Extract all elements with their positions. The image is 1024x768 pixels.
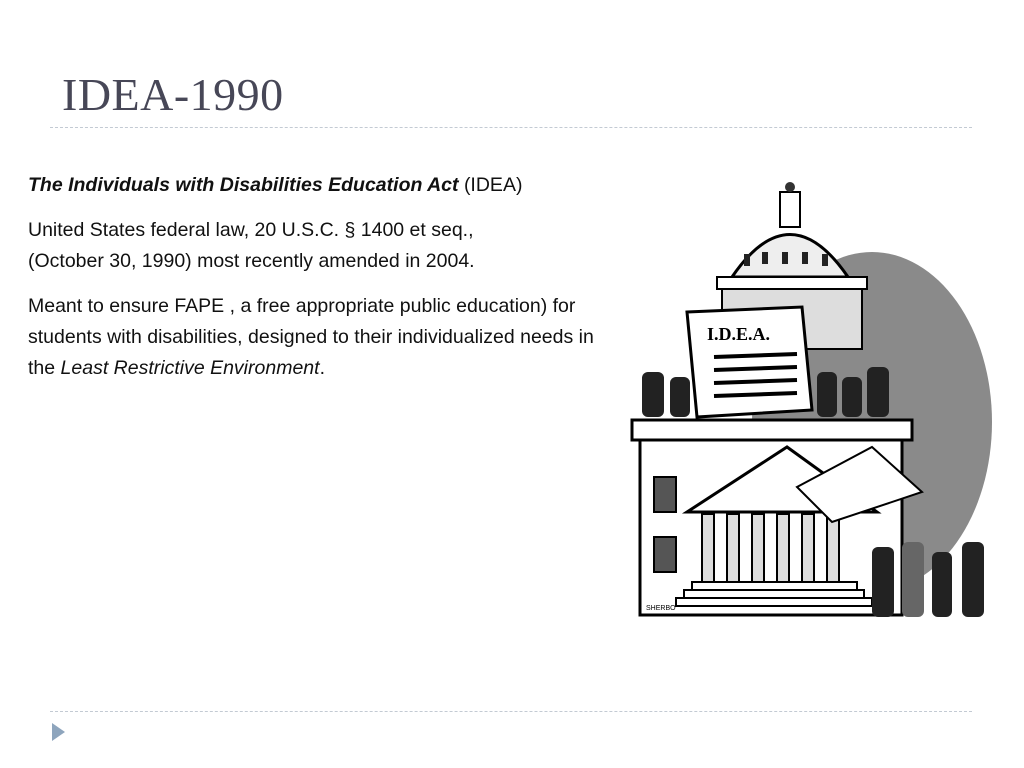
title-divider <box>50 127 972 128</box>
capitol-cartoon-illustration <box>622 172 1007 627</box>
slide-body <box>28 170 628 398</box>
act-name: The Individuals with Disabilities Education Act <box>28 174 459 196</box>
law-line-2: (October 30, 1990) most recently amended in 2004. <box>28 250 475 272</box>
paragraph-fape <box>28 291 626 384</box>
slide-title: IDEA-1990 <box>62 69 284 120</box>
fape-text: Meant to ensure FAPE , a free appropriate public education) for students with disabilities, designed to their individualized needs in the <box>28 295 594 379</box>
paragraph-law <box>28 215 628 277</box>
lre-emphasis: Least Restrictive Environment <box>60 357 320 379</box>
act-acronym: (IDEA) <box>463 174 523 196</box>
footer-divider <box>50 711 972 712</box>
triangle-bullet-icon <box>52 723 65 741</box>
document-heading: I.D.E.A. <box>707 324 771 344</box>
fape-end: . <box>319 357 325 379</box>
paragraph-act-name <box>28 170 628 201</box>
law-line-1: United States federal law, 20 U.S.C. § 1400 et seq., <box>28 219 474 241</box>
artist-signature: SHERBO <box>646 605 676 612</box>
